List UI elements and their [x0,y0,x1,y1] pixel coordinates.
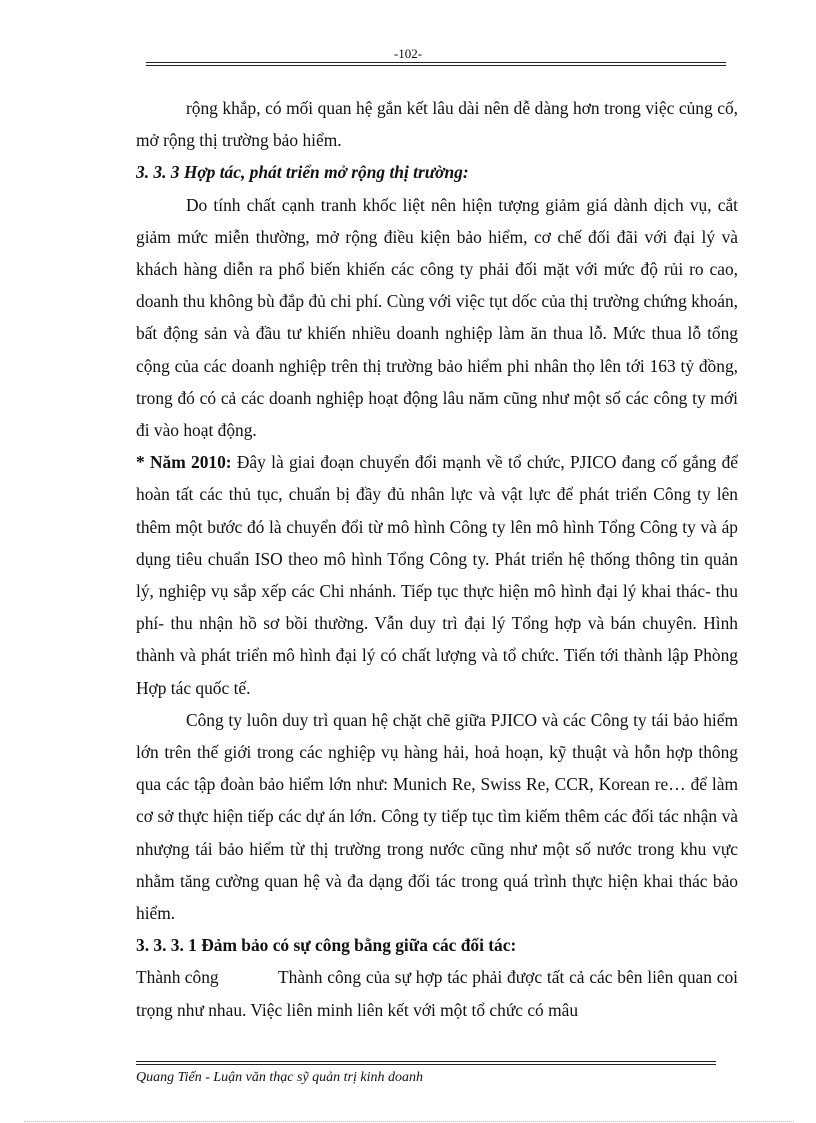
header-rule-bottom [146,65,726,66]
page-edge-dotted [24,1121,794,1122]
footer-rule-bottom [136,1064,716,1065]
year-2010-lead: * Năm 2010: [136,452,232,473]
page-number: -102- [393,46,423,61]
footer-rule-top [136,1061,716,1062]
page-body [136,92,738,1026]
section-heading-3-3-3-1: 3. 3. 3. 1 Đảm bảo có sự công bằng giữa các đối tác: [136,935,517,956]
paragraph-3 [136,446,738,704]
paragraph-5-lead: Thành công [136,967,219,988]
footer-author-line: Quang Tiến - Luận văn thạc sỹ quản trị kinh doanh [136,1070,423,1085]
paragraph-2: Do tính chất cạnh tranh khốc liệt nên hiện tượng giảm giá dành dịch vụ, cắt giảm mức miễn thường, mở rộng điều kiện bảo hiểm, cơ chế đối đãi với đại lý và khách hàng diễn ra phổ biến khiến các công ty phải đối mặt với mức độ rủi ro cao, doanh thu không bù đắp đủ chi phí. Cùng với việc tụt dốc của thị trường chứng khoán, bất động sản và đầu tư khiến nhiều doanh nghiệp làm ăn thua lỗ. Mức thua lỗ tổng cộng của các doanh nghiệp trên thị trường bảo hiểm phi nhân thọ lên tới 163 tỷ đồng, trong đó có cả các doanh nghiệp hoạt động lâu năm cũng như một số các công ty mới đi vào hoạt động. [136,194,738,441]
paragraph-5-text: Thành công của sự hợp tác phải được tất cả các bên liên quan coi trọng như nhau. Việc liên minh liên kết với một tổ chức có mâu [136,967,738,1020]
paragraph-4: Công ty luôn duy trì quan hệ chặt chẽ giữa PJICO và các Công ty tái bảo hiểm lớn trên thế giới trong các nghiệp vụ hàng hải, hoả hoạn, kỹ thuật và hỗn hợp thông qua các tập đoàn bảo hiểm lớn như: Munich Re, Swiss Re, CCR, Korean re… để làm cơ sở thực hiện tiếp các dự án lớn. Công ty tiếp tục tìm kiếm thêm các đối tác nhận và nhượng tái bảo hiểm từ thị trường trong nước cũng như một số nước trong khu vực nhằm tăng cường quan hệ và đa dạng đối tác trong quá trình thực hiện khai thác bảo hiểm. [136,709,738,924]
section-heading-3-3-3: 3. 3. 3 Hợp tác, phát triển mở rộng thị trường: [136,162,469,183]
header-rule-top [146,62,726,63]
paragraph-3-text: Đây là giai đoạn chuyển đổi mạnh về tổ chức, PJICO đang cố gắng để hoàn tất các thủ tục, chuẩn bị đầy đủ nhân lực và vật lực để phát triển Công ty lên thêm một bước đó là chuyển đổi từ mô hình Công ty lên mô hình Tổng Công ty và áp dụng tiêu chuẩn ISO theo mô hình Tổng Công ty. Phát triển hệ thống thông tin quản lý, nghiệp vụ sắp xếp các Chi nhánh. Tiếp tục thực hiện mô hình đại lý khai thác- thu phí- thu nhận hồ sơ bồi thường. Vẫn duy trì đại lý Tổng hợp và bán chuyên. Hình thành và phát triển mô hình đại lý có chất lượng và tổ chức. Tiến tới thành lập Phòng Hợp tác quốc tế. [136,452,738,698]
paragraph-5 [136,961,738,1025]
paragraph-1: rộng khắp, có mối quan hệ gắn kết lâu dài nên dễ dàng hơn trong việc củng cố, mở rộng thị trường bảo hiểm. [136,98,738,151]
